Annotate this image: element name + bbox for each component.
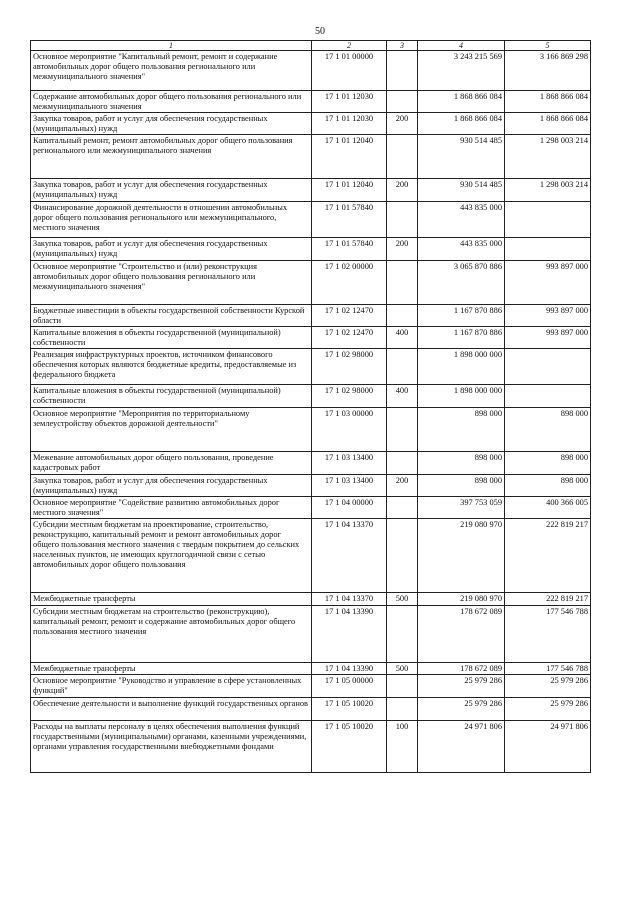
row-amount-year-1: 930 514 485	[418, 135, 505, 179]
table-row	[31, 408, 591, 452]
row-expense-type	[387, 497, 418, 519]
row-target-code: 17 1 05 10020	[312, 698, 387, 721]
row-amount-year-2: 177 546 788	[505, 663, 591, 675]
row-amount-year-1: 1 898 000 000	[418, 385, 505, 408]
table-row	[31, 91, 591, 113]
row-amount-year-2: 993 897 000	[505, 261, 591, 305]
row-expense-type: 100	[387, 721, 418, 773]
row-target-code: 17 1 04 13370	[312, 519, 387, 593]
row-amount-year-2: 25 979 286	[505, 675, 591, 698]
row-expense-type: 200	[387, 238, 418, 261]
row-amount-year-2: 24 971 806	[505, 721, 591, 773]
table-row	[31, 663, 591, 675]
table-row	[31, 51, 591, 91]
row-target-code: 17 1 01 12030	[312, 113, 387, 135]
row-amount-year-2: 993 897 000	[505, 327, 591, 349]
row-target-code: 17 1 01 57840	[312, 238, 387, 261]
row-expense-type	[387, 91, 418, 113]
row-name: Закупка товаров, работ и услуг для обеспечения государственных (муниципальных) нужд	[31, 179, 312, 202]
row-expense-type: 200	[387, 179, 418, 202]
row-name: Межбюджетные трансферты	[31, 663, 312, 675]
row-name: Межбюджетные трансферты	[31, 593, 312, 606]
row-amount-year-1: 930 514 485	[418, 179, 505, 202]
row-target-code: 17 1 02 98000	[312, 385, 387, 408]
row-expense-type	[387, 698, 418, 721]
row-name: Обеспечение деятельности и выполнение функций государственных органов	[31, 698, 312, 721]
row-amount-year-2: 1 298 003 214	[505, 135, 591, 179]
row-amount-year-1: 24 971 806	[418, 721, 505, 773]
column-number: 5	[505, 41, 591, 51]
row-target-code: 17 1 04 13370	[312, 593, 387, 606]
row-target-code: 17 1 03 13400	[312, 475, 387, 497]
row-name: Капитальные вложения в объекты государственной (муниципальной) собственности	[31, 327, 312, 349]
row-amount-year-2: 222 819 217	[505, 593, 591, 606]
row-expense-type	[387, 202, 418, 238]
column-number-row	[31, 41, 591, 51]
table-row	[31, 698, 591, 721]
row-expense-type	[387, 408, 418, 452]
row-target-code: 17 1 04 13390	[312, 663, 387, 675]
row-name: Основное мероприятие "Капитальный ремонт, ремонт и содержание автомобильных дорог общего пользования регионального или межмуниципального значения"	[31, 51, 312, 91]
row-amount-year-1: 898 000	[418, 452, 505, 475]
row-amount-year-1: 25 979 286	[418, 675, 505, 698]
row-name: Расходы на выплаты персоналу в целях обеспечения выполнения функций государственными (муниципальными) органами, казенными учреждениями, органами управления государственными внебюджетными фондами	[31, 721, 312, 773]
row-name: Финансирование дорожной деятельности в отношении автомобильных дорог общего пользования регионального или межмуниципального, местного значения	[31, 202, 312, 238]
row-expense-type	[387, 349, 418, 385]
row-target-code: 17 1 01 00000	[312, 51, 387, 91]
row-expense-type	[387, 135, 418, 179]
table-row	[31, 261, 591, 305]
row-target-code: 17 1 04 13390	[312, 606, 387, 663]
row-amount-year-2: 993 897 000	[505, 305, 591, 327]
row-target-code: 17 1 03 00000	[312, 408, 387, 452]
table-row	[31, 593, 591, 606]
row-amount-year-1: 443 835 000	[418, 202, 505, 238]
row-target-code: 17 1 04 00000	[312, 497, 387, 519]
row-amount-year-1: 1 868 866 084	[418, 113, 505, 135]
column-number: 4	[418, 41, 505, 51]
row-expense-type: 400	[387, 385, 418, 408]
row-expense-type	[387, 606, 418, 663]
table-row	[31, 385, 591, 408]
row-amount-year-2: 898 000	[505, 475, 591, 497]
row-target-code: 17 1 02 98000	[312, 349, 387, 385]
column-number: 2	[312, 41, 387, 51]
row-target-code: 17 1 05 10020	[312, 721, 387, 773]
row-name: Содержание автомобильных дорог общего пользования регионального или межмуниципального значения	[31, 91, 312, 113]
row-amount-year-1: 1 167 870 886	[418, 305, 505, 327]
row-amount-year-1: 1 167 870 886	[418, 327, 505, 349]
column-number: 3	[387, 41, 418, 51]
row-name: Основное мероприятие "Строительство и (или) реконструкция автомобильных дорог общего пользования регионального или межмуниципального значения"	[31, 261, 312, 305]
table-row	[31, 452, 591, 475]
row-amount-year-1: 178 672 089	[418, 606, 505, 663]
row-amount-year-2	[505, 385, 591, 408]
table-row	[31, 519, 591, 593]
row-amount-year-1: 219 080 970	[418, 593, 505, 606]
table-row	[31, 475, 591, 497]
row-amount-year-2: 1 868 866 084	[505, 91, 591, 113]
row-amount-year-1: 3 243 215 569	[418, 51, 505, 91]
row-amount-year-2: 177 546 788	[505, 606, 591, 663]
row-amount-year-1: 898 000	[418, 475, 505, 497]
row-name: Межевание автомобильных дорог общего пользования, проведение кадастровых работ	[31, 452, 312, 475]
row-amount-year-1: 3 065 870 886	[418, 261, 505, 305]
row-amount-year-1: 25 979 286	[418, 698, 505, 721]
row-amount-year-1: 443 835 000	[418, 238, 505, 261]
row-name: Закупка товаров, работ и услуг для обеспечения государственных (муниципальных) нужд	[31, 238, 312, 261]
row-name: Реализация инфраструктурных проектов, источником финансового обеспечения которых являются бюджетные кредиты, предоставляемые из федерального бюджета	[31, 349, 312, 385]
row-name: Субсидии местным бюджетам на проектирование, строительство, реконструкцию, капитальный ремонт и ремонт автомобильных дорог общего пользования местного значения с твердым покрытием до сельских населенных пунктов, не имеющих круглогодичной связи с сетью автомобильных дорог общего пользования	[31, 519, 312, 593]
row-expense-type	[387, 675, 418, 698]
table-row	[31, 179, 591, 202]
row-target-code: 17 1 01 12030	[312, 91, 387, 113]
row-amount-year-2: 1 868 866 084	[505, 113, 591, 135]
row-target-code: 17 1 02 12470	[312, 327, 387, 349]
row-amount-year-1: 1 868 866 084	[418, 91, 505, 113]
table-row	[31, 135, 591, 179]
row-name: Капитальный ремонт, ремонт автомобильных дорог общего пользования регионального или межмуниципального значения	[31, 135, 312, 179]
row-expense-type	[387, 305, 418, 327]
row-name: Закупка товаров, работ и услуг для обеспечения государственных (муниципальных) нужд	[31, 475, 312, 497]
row-expense-type: 500	[387, 663, 418, 675]
row-expense-type: 400	[387, 327, 418, 349]
row-name: Основное мероприятие "Мероприятия по территориальному землеустройству объектов дорожной деятельности"	[31, 408, 312, 452]
row-name: Закупка товаров, работ и услуг для обеспечения государственных (муниципальных) нужд	[31, 113, 312, 135]
row-expense-type	[387, 519, 418, 593]
row-target-code: 17 1 01 12040	[312, 179, 387, 202]
row-target-code: 17 1 02 00000	[312, 261, 387, 305]
column-number: 1	[31, 41, 312, 51]
row-name: Капитальные вложения в объекты государственной (муниципальной) собственности	[31, 385, 312, 408]
budget-table	[30, 40, 591, 773]
table-row	[31, 202, 591, 238]
row-name: Бюджетные инвестиции в объекты государственной собственности Курской области	[31, 305, 312, 327]
row-amount-year-2: 222 819 217	[505, 519, 591, 593]
table-row	[31, 721, 591, 773]
table-row	[31, 675, 591, 698]
table-row	[31, 305, 591, 327]
row-amount-year-2: 898 000	[505, 452, 591, 475]
row-amount-year-2: 1 298 003 214	[505, 179, 591, 202]
row-amount-year-2: 898 000	[505, 408, 591, 452]
row-amount-year-1: 1 898 000 000	[418, 349, 505, 385]
table-row	[31, 238, 591, 261]
row-name: Субсидии местным бюджетам на строительство (реконструкцию), капитальный ремонт, ремонт и содержание автомобильных дорог общего пользования местного значения	[31, 606, 312, 663]
row-target-code: 17 1 01 57840	[312, 202, 387, 238]
row-target-code: 17 1 01 12040	[312, 135, 387, 179]
row-amount-year-2: 3 166 869 298	[505, 51, 591, 91]
page-number: 50	[315, 26, 325, 37]
table-row	[31, 606, 591, 663]
table-row	[31, 113, 591, 135]
table-row	[31, 349, 591, 385]
row-expense-type	[387, 51, 418, 91]
row-amount-year-1: 397 753 059	[418, 497, 505, 519]
table-row	[31, 327, 591, 349]
row-name: Основное мероприятие "Руководство и управление в сфере установленных функций"	[31, 675, 312, 698]
row-target-code: 17 1 03 13400	[312, 452, 387, 475]
row-amount-year-1: 178 672 089	[418, 663, 505, 675]
row-amount-year-2: 400 366 005	[505, 497, 591, 519]
row-amount-year-2	[505, 202, 591, 238]
row-expense-type	[387, 261, 418, 305]
row-amount-year-2	[505, 349, 591, 385]
row-expense-type: 500	[387, 593, 418, 606]
table-row	[31, 497, 591, 519]
row-expense-type	[387, 452, 418, 475]
row-amount-year-1: 219 080 970	[418, 519, 505, 593]
row-expense-type: 200	[387, 475, 418, 497]
row-target-code: 17 1 02 12470	[312, 305, 387, 327]
row-target-code: 17 1 05 00000	[312, 675, 387, 698]
row-expense-type: 200	[387, 113, 418, 135]
row-amount-year-1: 898 000	[418, 408, 505, 452]
row-name: Основное мероприятие "Содействие развитию автомобильных дорог местного значения"	[31, 497, 312, 519]
row-amount-year-2: 25 979 286	[505, 698, 591, 721]
row-amount-year-2	[505, 238, 591, 261]
